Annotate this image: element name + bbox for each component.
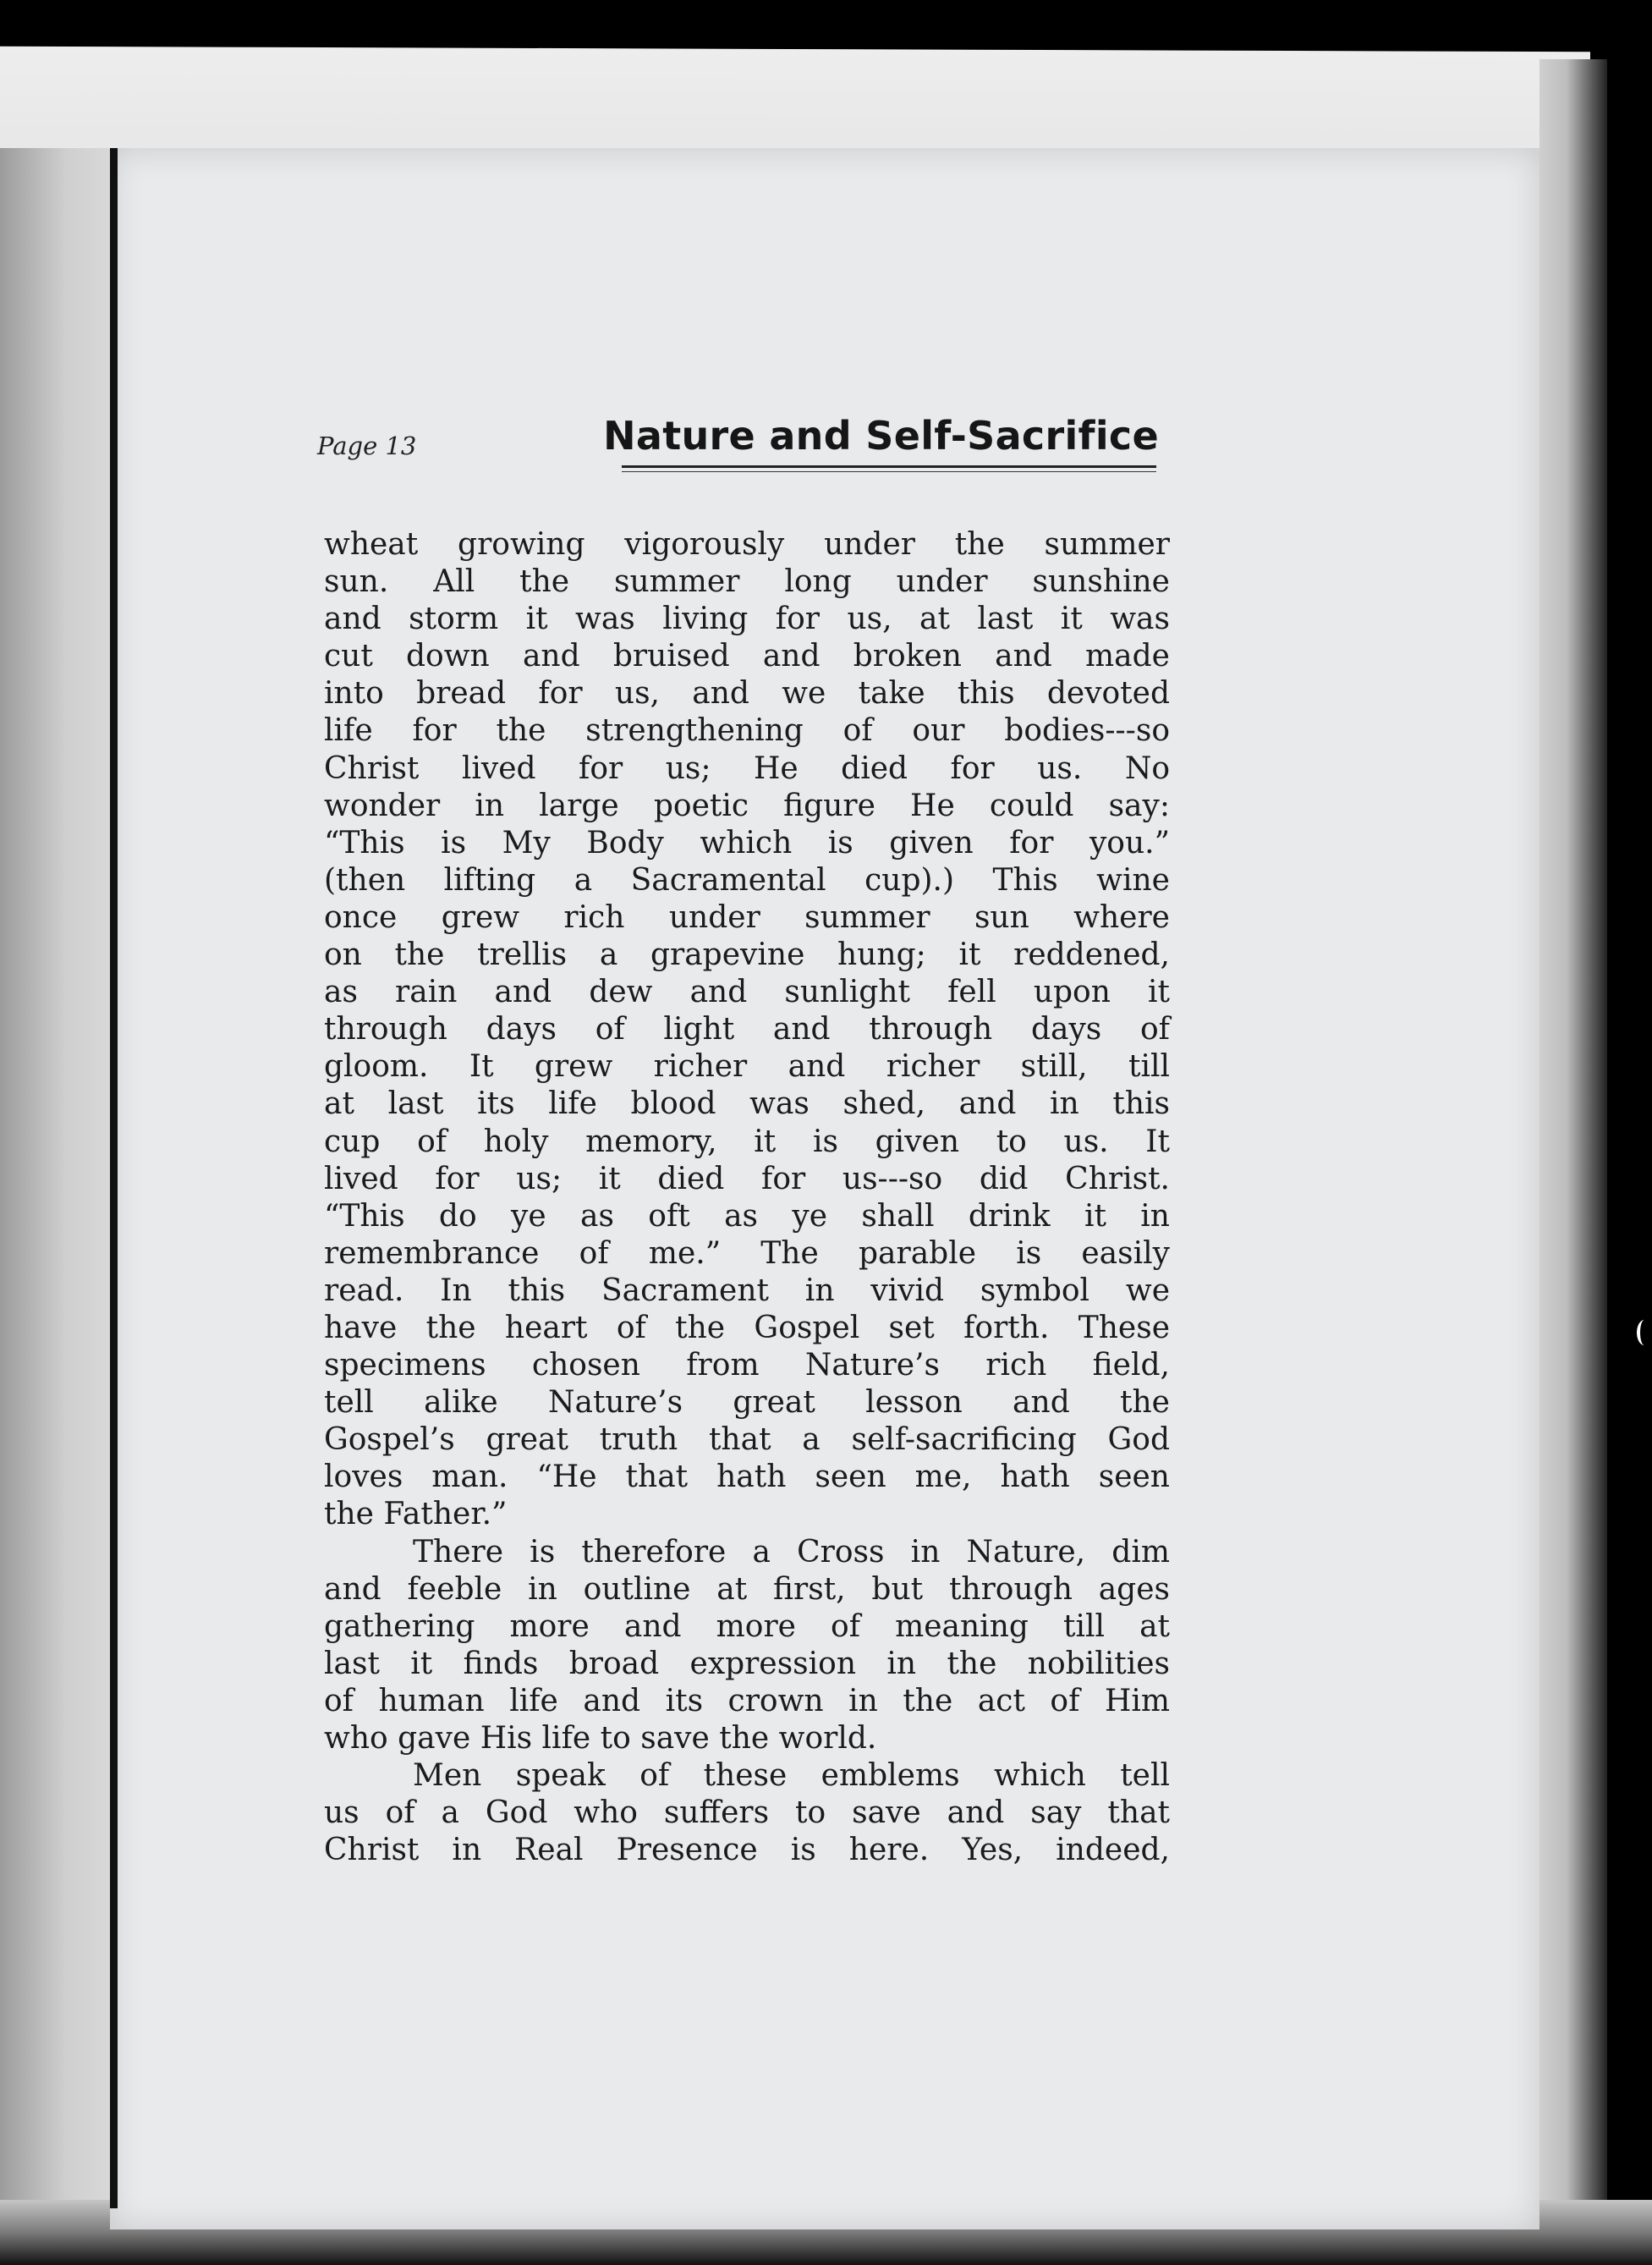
text-line: There is therefore a Cross in Nature, dim bbox=[413, 1534, 1170, 1570]
text-line: Christ in Real Presence is here. Yes, indeed, bbox=[324, 1833, 1170, 1868]
text-line: have the heart of the Gospel set forth. These bbox=[324, 1310, 1170, 1345]
text-line: and storm it was living for us, at last it was bbox=[324, 602, 1170, 637]
text-line: Men speak of these emblems which tell bbox=[413, 1758, 1170, 1794]
text-line: cut down and bruised and broken and made bbox=[324, 639, 1170, 674]
page-header bbox=[317, 413, 1159, 472]
text-line: life for the strengthening of our bodies---so bbox=[324, 713, 1170, 749]
page-number: Page 13 bbox=[317, 432, 417, 460]
text-line: the Father.” bbox=[324, 1497, 508, 1532]
text-line: sun. All the summer long under sunshine bbox=[324, 564, 1170, 600]
header-rule-thick bbox=[622, 465, 1156, 468]
text-line: who gave His life to save the world. bbox=[324, 1721, 877, 1756]
text-line: gloom. It grew richer and richer still, till bbox=[324, 1049, 1170, 1085]
text-line: at last its life blood was shed, and in this bbox=[324, 1086, 1170, 1122]
text-line: as rain and dew and sunlight fell upon it bbox=[324, 975, 1170, 1010]
text-line: cup of holy memory, it is given to us. It bbox=[324, 1124, 1170, 1159]
text-line: remembrance of me.” The parable is easily bbox=[324, 1235, 1170, 1271]
book-spine bbox=[110, 148, 118, 2208]
text-line: Gospel’s great truth that a self-sacrificing God bbox=[324, 1422, 1170, 1458]
text-line: “This do ye as oft as ye shall drink it in bbox=[324, 1198, 1170, 1234]
text-line: lived for us; it died for us---so did Christ. bbox=[324, 1161, 1170, 1196]
body-text bbox=[324, 526, 1170, 1869]
text-line: into bread for us, and we take this devoted bbox=[324, 676, 1170, 712]
text-line: last it finds broad expression in the nobilities bbox=[324, 1646, 1170, 1681]
right-page-edge bbox=[1539, 59, 1607, 2259]
text-line: tell alike Nature’s great lesson and the bbox=[324, 1385, 1170, 1421]
text-line: wonder in large poetic figure He could say: bbox=[324, 788, 1170, 823]
text-line: “This is My Body which is given for you.” bbox=[324, 825, 1170, 860]
text-line: us of a God who suffers to save and say that bbox=[324, 1795, 1170, 1831]
text-line: once grew rich under summer sun where bbox=[324, 899, 1170, 935]
text-line: and feeble in outline at first, but through ages bbox=[324, 1571, 1170, 1607]
running-title: Nature and Self-Sacrifice bbox=[603, 413, 1159, 459]
text-line: wheat growing vigorously under the summer bbox=[324, 527, 1170, 562]
header-rule-thin bbox=[622, 471, 1156, 472]
text-line: loves man. “He that hath seen me, hath seen bbox=[324, 1460, 1170, 1495]
text-line: specimens chosen from Nature’s rich field, bbox=[324, 1348, 1170, 1383]
text-line: read. In this Sacrament in vivid symbol we bbox=[324, 1273, 1170, 1308]
text-line: gathering more and more of meaning till at bbox=[324, 1608, 1170, 1644]
text-line: through days of light and through days of bbox=[324, 1012, 1170, 1047]
text-line: (then lifting a Sacramental cup).) This wine bbox=[324, 862, 1170, 898]
scan-artifact-mark bbox=[1637, 1320, 1652, 1345]
text-line: of human life and its crown in the act of Him bbox=[324, 1683, 1170, 1718]
facing-page-edge bbox=[0, 148, 110, 2221]
text-line: on the trellis a grapevine hung; it reddened, bbox=[324, 937, 1170, 973]
text-line: Christ lived for us; He died for us. No bbox=[324, 750, 1170, 786]
